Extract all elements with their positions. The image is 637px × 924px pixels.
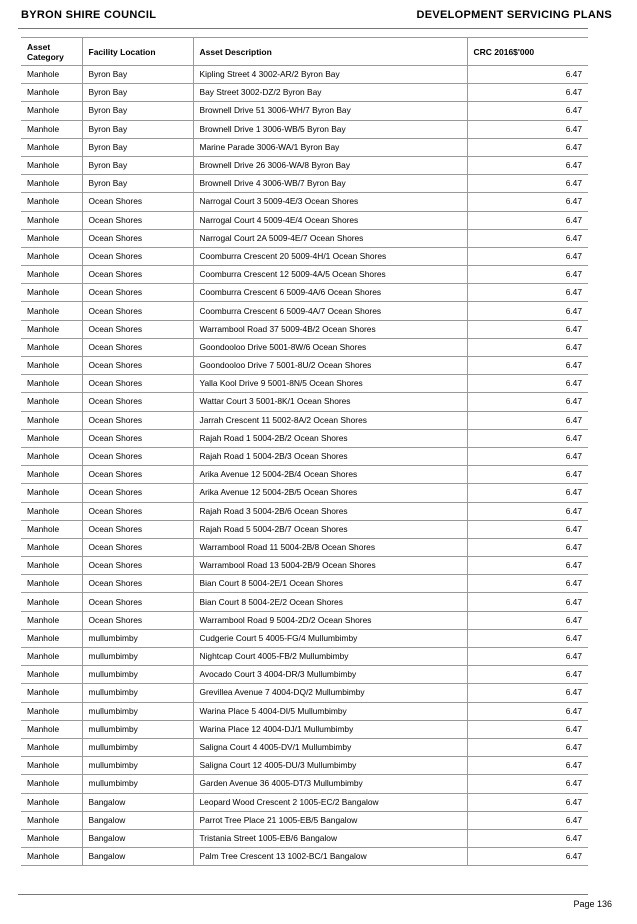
table-row [21,193,588,211]
cell-crc-value: 6.47 [467,320,588,338]
cell-crc-value: 6.47 [467,193,588,211]
cell-facility-location: Ocean Shores [82,375,193,393]
cell-crc-value: 6.47 [467,702,588,720]
cell-facility-location: Byron Bay [82,102,193,120]
page-number: Page 136 [573,899,612,909]
cell-asset-category: Manhole [21,593,82,611]
cell-facility-location: Ocean Shores [82,320,193,338]
cell-facility-location: Ocean Shores [82,193,193,211]
cell-asset-category: Manhole [21,393,82,411]
table-row [21,247,588,265]
cell-asset-category: Manhole [21,411,82,429]
table-row [21,757,588,775]
table-row [21,538,588,556]
cell-asset-category: Manhole [21,757,82,775]
cell-asset-description: Leopard Wood Crescent 2 1005-EC/2 Bangalow [193,793,467,811]
cell-facility-location: Ocean Shores [82,575,193,593]
cell-facility-location: Ocean Shores [82,247,193,265]
cell-crc-value: 6.47 [467,66,588,84]
cell-asset-category: Manhole [21,247,82,265]
cell-crc-value: 6.47 [467,757,588,775]
cell-asset-category: Manhole [21,175,82,193]
cell-facility-location: Bangalow [82,829,193,847]
cell-facility-location: Byron Bay [82,156,193,174]
table-row [21,138,588,156]
cell-asset-description: Bian Court 8 5004-2E/2 Ocean Shores [193,593,467,611]
cell-asset-category: Manhole [21,120,82,138]
table-row [21,848,588,866]
cell-facility-location: Ocean Shores [82,229,193,247]
table-row [21,648,588,666]
cell-asset-description: Warrambool Road 37 5009-4B/2 Ocean Shores [193,320,467,338]
cell-facility-location: Ocean Shores [82,357,193,375]
cell-facility-location: mullumbimby [82,629,193,647]
cell-asset-category: Manhole [21,66,82,84]
cell-asset-description: Warrambool Road 9 5004-2D/2 Ocean Shores [193,611,467,629]
cell-crc-value: 6.47 [467,593,588,611]
cell-facility-location: Ocean Shores [82,520,193,538]
cell-crc-value: 6.47 [467,84,588,102]
cell-asset-category: Manhole [21,302,82,320]
cell-crc-value: 6.47 [467,666,588,684]
cell-asset-description: Rajah Road 5 5004-2B/7 Ocean Shores [193,520,467,538]
cell-asset-description: Rajah Road 1 5004-2B/2 Ocean Shores [193,429,467,447]
cell-facility-location: Ocean Shores [82,302,193,320]
cell-facility-location: mullumbimby [82,738,193,756]
cell-asset-category: Manhole [21,684,82,702]
cell-asset-category: Manhole [21,793,82,811]
cell-facility-location: mullumbimby [82,684,193,702]
cell-asset-category: Manhole [21,829,82,847]
cell-asset-description: Brownell Drive 26 3006-WA/8 Byron Bay [193,156,467,174]
table-row [21,738,588,756]
cell-crc-value: 6.47 [467,247,588,265]
table-row [21,575,588,593]
cell-facility-location: mullumbimby [82,702,193,720]
cell-asset-category: Manhole [21,811,82,829]
cell-asset-category: Manhole [21,775,82,793]
footer-divider [18,894,588,895]
table-row [21,502,588,520]
cell-asset-description: Rajah Road 3 5004-2B/6 Ocean Shores [193,502,467,520]
cell-asset-category: Manhole [21,84,82,102]
cell-asset-category: Manhole [21,229,82,247]
cell-crc-value: 6.47 [467,538,588,556]
cell-asset-category: Manhole [21,848,82,866]
cell-crc-value: 6.47 [467,629,588,647]
cell-crc-value: 6.47 [467,284,588,302]
cell-facility-location: Ocean Shores [82,538,193,556]
cell-asset-category: Manhole [21,557,82,575]
cell-asset-description: Tristania Street 1005-EB/6 Bangalow [193,829,467,847]
table-row [21,284,588,302]
cell-asset-description: Grevillea Avenue 7 4004-DQ/2 Mullumbimby [193,684,467,702]
table-row [21,702,588,720]
cell-asset-category: Manhole [21,266,82,284]
column-header-crc: CRC 2016$'000 [467,38,588,66]
cell-crc-value: 6.47 [467,484,588,502]
table-row [21,411,588,429]
cell-asset-category: Manhole [21,629,82,647]
cell-asset-category: Manhole [21,466,82,484]
cell-facility-location: mullumbimby [82,648,193,666]
cell-asset-category: Manhole [21,320,82,338]
cell-facility-location: Ocean Shores [82,466,193,484]
table-row [21,357,588,375]
cell-crc-value: 6.47 [467,793,588,811]
cell-facility-location: Byron Bay [82,138,193,156]
cell-facility-location: mullumbimby [82,720,193,738]
table-row [21,447,588,465]
cell-asset-description: Arika Avenue 12 5004-2B/4 Ocean Shores [193,466,467,484]
cell-asset-description: Saligna Court 4 4005-DV/1 Mullumbimby [193,738,467,756]
cell-asset-category: Manhole [21,611,82,629]
table-row [21,393,588,411]
cell-facility-location: Ocean Shores [82,557,193,575]
cell-crc-value: 6.47 [467,211,588,229]
cell-facility-location: Ocean Shores [82,502,193,520]
cell-facility-location: Ocean Shores [82,593,193,611]
table-row [21,338,588,356]
cell-facility-location: Byron Bay [82,66,193,84]
cell-asset-category: Manhole [21,357,82,375]
cell-facility-location: Ocean Shores [82,266,193,284]
cell-asset-category: Manhole [21,375,82,393]
cell-crc-value: 6.47 [467,175,588,193]
cell-asset-description: Narrogal Court 2A 5009-4E/7 Ocean Shores [193,229,467,247]
cell-asset-description: Rajah Road 1 5004-2B/3 Ocean Shores [193,447,467,465]
cell-asset-category: Manhole [21,575,82,593]
table-row [21,629,588,647]
cell-crc-value: 6.47 [467,120,588,138]
cell-crc-value: 6.47 [467,520,588,538]
cell-asset-description: Coomburra Crescent 6 5009-4A/7 Ocean Shores [193,302,467,320]
cell-asset-category: Manhole [21,193,82,211]
cell-asset-description: Bay Street 3002-DZ/2 Byron Bay [193,84,467,102]
table-row [21,793,588,811]
table-row [21,775,588,793]
cell-asset-description: Warina Place 12 4004-DJ/1 Mullumbimby [193,720,467,738]
cell-asset-category: Manhole [21,138,82,156]
cell-facility-location: mullumbimby [82,757,193,775]
cell-asset-description: Marine Parade 3006-WA/1 Byron Bay [193,138,467,156]
cell-asset-description: Brownell Drive 4 3006-WB/7 Byron Bay [193,175,467,193]
asset-table [21,37,588,866]
cell-asset-description: Narrogal Court 3 5009-4E/3 Ocean Shores [193,193,467,211]
cell-crc-value: 6.47 [467,357,588,375]
cell-crc-value: 6.47 [467,447,588,465]
cell-asset-description: Saligna Court 12 4005-DU/3 Mullumbimby [193,757,467,775]
header-divider [18,28,588,29]
table-header-row [21,38,588,66]
cell-asset-description: Warrambool Road 11 5004-2B/8 Ocean Shores [193,538,467,556]
table-row [21,84,588,102]
cell-crc-value: 6.47 [467,684,588,702]
cell-asset-description: Goondooloo Drive 5001-8W/6 Ocean Shores [193,338,467,356]
cell-crc-value: 6.47 [467,411,588,429]
cell-asset-category: Manhole [21,538,82,556]
table-body [21,66,588,866]
cell-asset-category: Manhole [21,284,82,302]
cell-facility-location: Ocean Shores [82,429,193,447]
cell-asset-description: Warrambool Road 13 5004-2B/9 Ocean Shores [193,557,467,575]
cell-crc-value: 6.47 [467,575,588,593]
cell-asset-category: Manhole [21,720,82,738]
cell-facility-location: Ocean Shores [82,393,193,411]
cell-asset-description: Coomburra Crescent 20 5009-4H/1 Ocean Shores [193,247,467,265]
cell-facility-location: Byron Bay [82,84,193,102]
cell-asset-description: Bian Court 8 5004-2E/1 Ocean Shores [193,575,467,593]
cell-crc-value: 6.47 [467,102,588,120]
cell-facility-location: mullumbimby [82,666,193,684]
table-row [21,66,588,84]
cell-facility-location: Bangalow [82,811,193,829]
cell-asset-description: Narrogal Court 4 5009-4E/4 Ocean Shores [193,211,467,229]
table-row [21,666,588,684]
cell-crc-value: 6.47 [467,375,588,393]
cell-crc-value: 6.47 [467,229,588,247]
table-row [21,684,588,702]
cell-crc-value: 6.47 [467,302,588,320]
cell-crc-value: 6.47 [467,393,588,411]
table-row [21,557,588,575]
cell-facility-location: Ocean Shores [82,211,193,229]
table-row [21,211,588,229]
table-row [21,102,588,120]
cell-asset-description: Palm Tree Crescent 13 1002-BC/1 Bangalow [193,848,467,866]
cell-asset-description: Warina Place 5 4004-DI/5 Mullumbimby [193,702,467,720]
cell-asset-description: Jarrah Crescent 11 5002-8A/2 Ocean Shores [193,411,467,429]
table-row [21,484,588,502]
cell-asset-category: Manhole [21,484,82,502]
table-row [21,811,588,829]
cell-asset-description: Coomburra Crescent 12 5009-4A/5 Ocean Shores [193,266,467,284]
cell-crc-value: 6.47 [467,429,588,447]
cell-asset-category: Manhole [21,502,82,520]
cell-asset-description: Nightcap Court 4005-FB/2 Mullumbimby [193,648,467,666]
table-row [21,720,588,738]
cell-facility-location: Bangalow [82,848,193,866]
cell-asset-description: Garden Avenue 36 4005-DT/3 Mullumbimby [193,775,467,793]
cell-asset-description: Kipling Street 4 3002-AR/2 Byron Bay [193,66,467,84]
cell-facility-location: Byron Bay [82,120,193,138]
cell-asset-description: Avocado Court 3 4004-DR/3 Mullumbimby [193,666,467,684]
cell-crc-value: 6.47 [467,266,588,284]
cell-asset-description: Wattar Court 3 5001-8K/1 Ocean Shores [193,393,467,411]
table-row [21,156,588,174]
cell-facility-location: Ocean Shores [82,284,193,302]
cell-facility-location: mullumbimby [82,775,193,793]
cell-asset-category: Manhole [21,666,82,684]
cell-asset-category: Manhole [21,429,82,447]
table-row [21,829,588,847]
cell-facility-location: Ocean Shores [82,611,193,629]
cell-asset-category: Manhole [21,447,82,465]
cell-crc-value: 6.47 [467,138,588,156]
table-row [21,611,588,629]
cell-facility-location: Ocean Shores [82,411,193,429]
column-header-facility-location: Facility Location [82,38,193,66]
cell-asset-category: Manhole [21,156,82,174]
cell-crc-value: 6.47 [467,811,588,829]
cell-asset-description: Brownell Drive 51 3006-WH/7 Byron Bay [193,102,467,120]
cell-crc-value: 6.47 [467,156,588,174]
cell-facility-location: Ocean Shores [82,338,193,356]
cell-crc-value: 6.47 [467,720,588,738]
cell-asset-category: Manhole [21,702,82,720]
table-row [21,466,588,484]
cell-crc-value: 6.47 [467,502,588,520]
cell-crc-value: 6.47 [467,338,588,356]
cell-crc-value: 6.47 [467,738,588,756]
cell-asset-category: Manhole [21,648,82,666]
cell-crc-value: 6.47 [467,848,588,866]
table-row [21,593,588,611]
table-row [21,175,588,193]
cell-asset-description: Brownell Drive 1 3006-WB/5 Byron Bay [193,120,467,138]
cell-asset-description: Coomburra Crescent 6 5009-4A/6 Ocean Shores [193,284,467,302]
cell-asset-category: Manhole [21,211,82,229]
cell-asset-description: Parrot Tree Place 21 1005-EB/5 Bangalow [193,811,467,829]
table-row [21,520,588,538]
cell-asset-category: Manhole [21,338,82,356]
cell-crc-value: 6.47 [467,775,588,793]
cell-asset-category: Manhole [21,102,82,120]
table-row [21,375,588,393]
header-document-title: DEVELOPMENT SERVICING PLANS [416,9,612,21]
table-row [21,229,588,247]
cell-asset-description: Arika Avenue 12 5004-2B/5 Ocean Shores [193,484,467,502]
table-row [21,302,588,320]
cell-facility-location: Byron Bay [82,175,193,193]
cell-facility-location: Bangalow [82,793,193,811]
table-row [21,429,588,447]
cell-asset-description: Yalla Kool Drive 9 5001-8N/5 Ocean Shores [193,375,467,393]
cell-crc-value: 6.47 [467,557,588,575]
cell-crc-value: 6.47 [467,611,588,629]
cell-crc-value: 6.47 [467,466,588,484]
cell-asset-description: Goondooloo Drive 7 5001-8U/2 Ocean Shores [193,357,467,375]
cell-asset-category: Manhole [21,738,82,756]
column-header-asset-category: Asset Category [21,38,82,66]
cell-asset-description: Cudgerie Court 5 4005-FG/4 Mullumbimby [193,629,467,647]
column-header-asset-description: Asset Description [193,38,467,66]
cell-facility-location: Ocean Shores [82,447,193,465]
cell-facility-location: Ocean Shores [82,484,193,502]
table-row [21,120,588,138]
header-organization: BYRON SHIRE COUNCIL [21,9,157,21]
table-row [21,320,588,338]
table-row [21,266,588,284]
cell-crc-value: 6.47 [467,829,588,847]
cell-asset-category: Manhole [21,520,82,538]
cell-crc-value: 6.47 [467,648,588,666]
